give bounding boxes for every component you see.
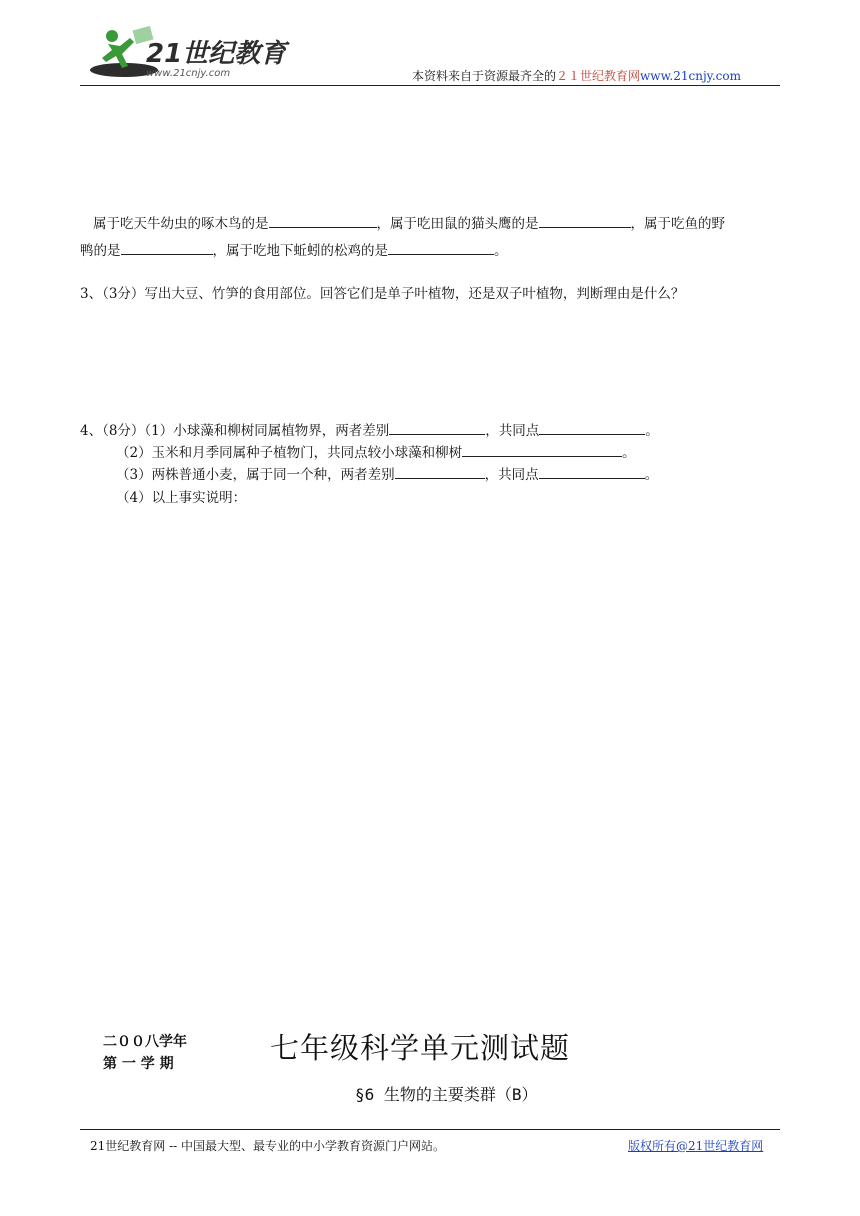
q2-text-a: 属于吃天牛幼虫的啄木鸟的是: [93, 216, 269, 232]
answer-blank[interactable]: [395, 464, 485, 479]
source-url-link[interactable]: www.21cnjy.com: [640, 69, 741, 83]
answer-blank[interactable]: [539, 420, 645, 435]
q4-line1: [80, 420, 659, 441]
q4-text-f: （3）两株普通小麦，属于同一个种，两者差别: [116, 467, 395, 483]
answer-blank[interactable]: [121, 240, 213, 255]
q4-text-g: ，共同点: [484, 467, 539, 483]
answer-blank[interactable]: [462, 442, 622, 457]
logo-text: 21世纪教育: [146, 39, 287, 69]
q4-line4: （4）以上事实说明：: [116, 490, 247, 506]
q4-text-e: 。: [622, 445, 636, 461]
question-3: 3、（3分）写出大豆、竹笋的食用部位。回答它们是单子叶植物，还是双子叶植物，判断理由是什么？: [80, 286, 685, 302]
q4-text-a: 4、（8分）（1）小球藻和柳树同属植物界，两者差别: [80, 423, 390, 439]
q2-text-d: 鸭的是: [80, 243, 121, 259]
q2-text-e: ，属于吃地下蚯蚓的松鸡的是: [212, 243, 388, 259]
answer-blank[interactable]: [539, 213, 631, 228]
footer-rule: [80, 1129, 780, 1130]
source-prefix: 本资料来自于资源最齐全的: [412, 69, 557, 83]
q4-line2: [116, 442, 636, 463]
q4-text-d: （2）玉米和月季同属种子植物门，共同点较小球藻和柳树: [116, 445, 463, 461]
subtitle: §6 生物的主要类群（B）: [355, 1085, 538, 1104]
copyright-link[interactable]: 版权所有@21世纪教育网: [628, 1139, 764, 1153]
q2-line2: [80, 240, 508, 261]
term-label: 第 一 学 期: [103, 1056, 174, 1072]
q2-text-b: ，属于吃田鼠的猫头鹰的是: [376, 216, 539, 232]
source-site-link[interactable]: ２１世纪教育网: [556, 69, 641, 83]
main-title: 七年级科学单元测试题: [270, 1031, 571, 1065]
footer-text: 21世纪教育网 -- 中国最大型、最专业的中小学教育资源门户网站。: [90, 1139, 446, 1153]
answer-blank[interactable]: [388, 240, 494, 255]
runner-logo-icon: [86, 24, 296, 84]
answer-blank[interactable]: [269, 213, 377, 228]
answer-blank[interactable]: [389, 420, 485, 435]
q2-text-f: 。: [494, 243, 508, 259]
logo-url: www.21cnjy.com: [146, 68, 231, 79]
q2-line1: [93, 213, 725, 234]
q4-line3: [116, 464, 658, 485]
q4-text-h: 。: [644, 467, 659, 483]
q4-text-b: ，共同点: [485, 423, 540, 439]
site-logo: [86, 24, 296, 84]
source-line: [412, 67, 741, 84]
q4-text-c: 。: [645, 423, 659, 439]
answer-blank[interactable]: [539, 464, 645, 479]
year-label: 二００八学年: [103, 1034, 187, 1050]
header-rule: [80, 85, 780, 86]
q2-text-c: ，属于吃鱼的野: [630, 216, 725, 232]
